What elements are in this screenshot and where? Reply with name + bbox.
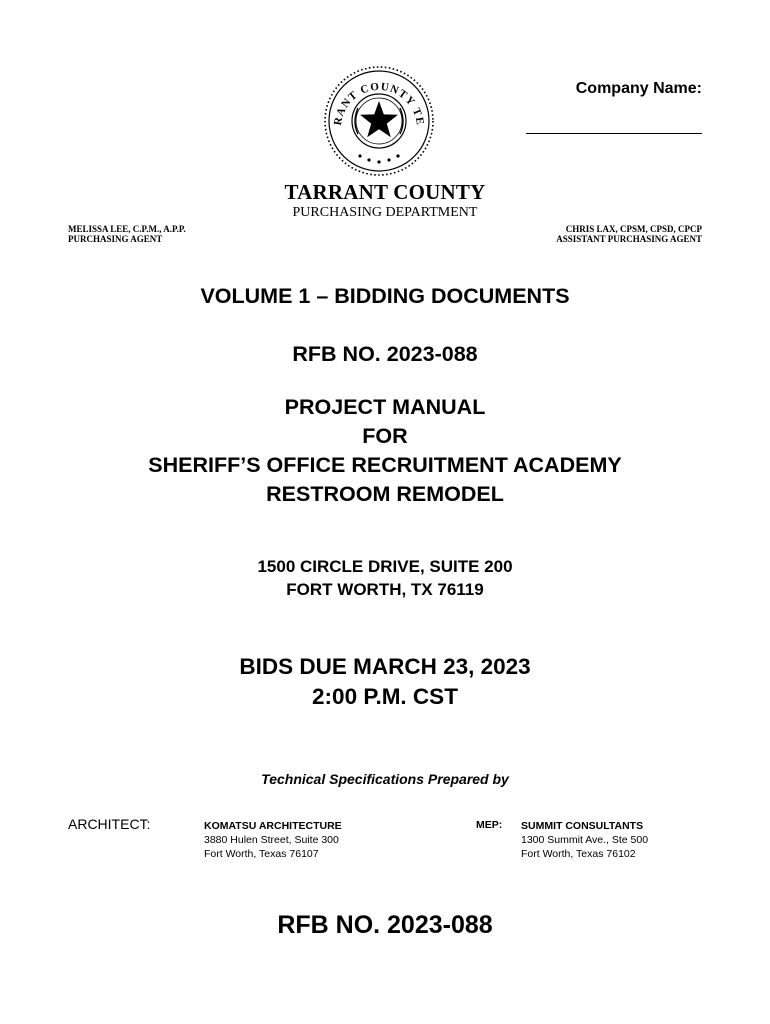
purchasing-agent-name: MELISSA LEE, C.P.M., A.P.P. <box>68 224 186 234</box>
seal-ring-text: RANT COUNTY TE <box>331 80 427 127</box>
architect-label: ARCHITECT: <box>68 816 151 832</box>
architect-street: 3880 Hulen Street, Suite 300 <box>204 834 339 846</box>
county-seal-logo <box>322 64 436 178</box>
company-name-field[interactable] <box>526 133 702 134</box>
mep-street: 1300 Summit Ave., Ste 500 <box>521 834 649 846</box>
manual-line-3: SHERIFF’S OFFICE RECRUITMENT ACADEMY <box>148 453 622 477</box>
assistant-agent-block <box>470 224 702 244</box>
purchasing-agent-title: PURCHASING AGENT <box>68 234 163 244</box>
architect-firm <box>204 819 342 861</box>
mep-firm-name: SUMMIT CONSULTANTS <box>521 820 644 832</box>
bids-due-time: 2:00 P.M. CST <box>312 684 458 709</box>
mep-label: MEP: <box>476 819 503 831</box>
manual-line-2: FOR <box>362 424 408 448</box>
county-name: TARRANT COUNTY <box>284 180 486 204</box>
star-icon <box>360 101 398 137</box>
address-line-1: 1500 CIRCLE DRIVE, SUITE 200 <box>257 557 513 576</box>
manual-line-4: RESTROOM REMODEL <box>266 482 504 506</box>
bids-due <box>0 652 770 712</box>
purchasing-agent-block <box>68 224 186 244</box>
company-name-label: Company Name: <box>575 80 702 97</box>
assistant-agent-name: CHRIS LAX, CPSM, CPSD, CPCP <box>565 224 702 234</box>
project-manual-title <box>0 393 770 509</box>
address-line-2: FORT WORTH, TX 76119 <box>286 580 484 599</box>
mep-firm <box>521 819 648 861</box>
mep-city: Fort Worth, Texas 76102 <box>521 848 636 860</box>
prepared-by-heading: Technical Specifications Prepared by <box>261 771 509 787</box>
volume-title: VOLUME 1 – BIDDING DOCUMENTS <box>200 284 570 308</box>
department-name: PURCHASING DEPARTMENT <box>292 205 478 220</box>
small-stars-icon <box>358 154 399 163</box>
bids-due-date: BIDS DUE MARCH 23, 2023 <box>239 654 531 679</box>
project-address <box>0 555 770 601</box>
assistant-agent-title: ASSISTANT PURCHASING AGENT <box>556 234 702 244</box>
architect-city: Fort Worth, Texas 76107 <box>204 848 319 860</box>
rfb-number: RFB NO. 2023-088 <box>292 342 478 366</box>
footer-rfb-number: RFB NO. 2023-088 <box>277 911 493 939</box>
manual-line-1: PROJECT MANUAL <box>284 395 486 419</box>
seal-graphic <box>322 64 436 178</box>
architect-firm-name: KOMATSU ARCHITECTURE <box>204 820 342 832</box>
